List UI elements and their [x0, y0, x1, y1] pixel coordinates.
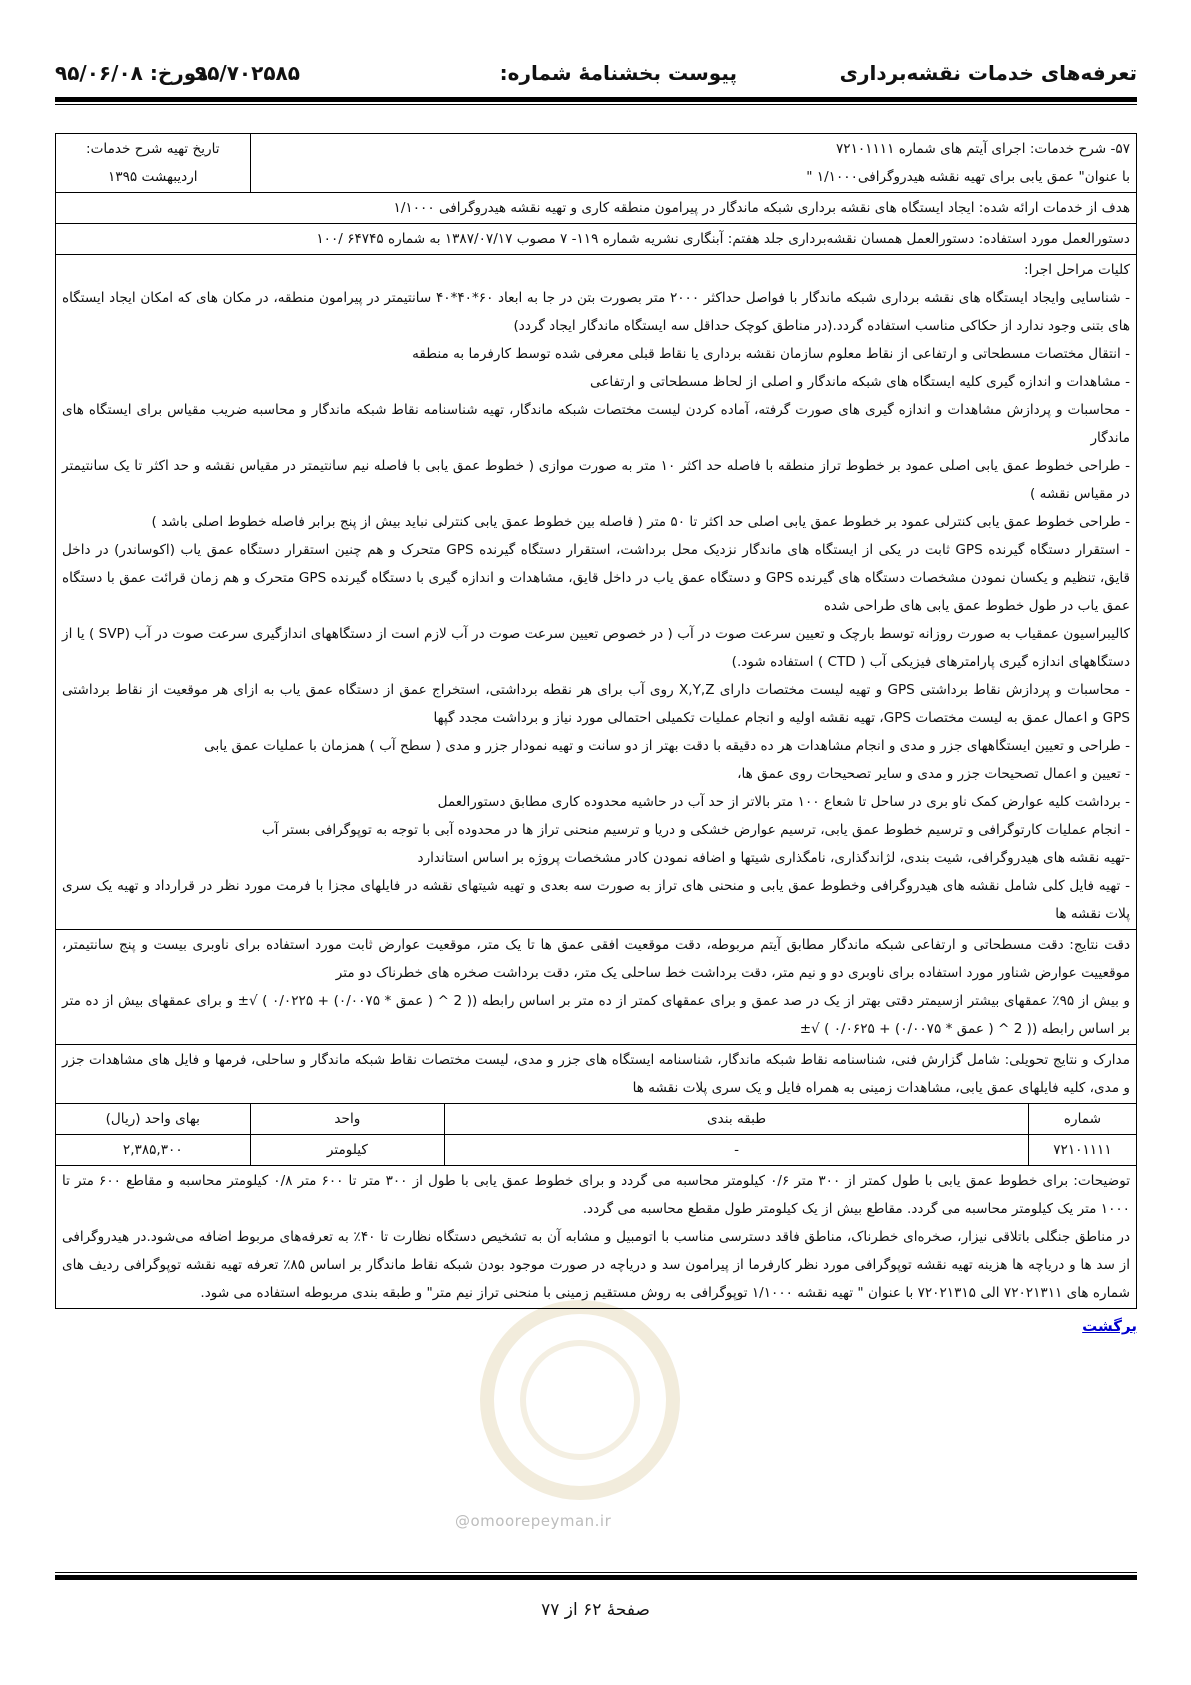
- step-item: - محاسبات و پردازش نقاط برداشتی GPS و تهیه لیست مختصات دارای X,Y,Z روی آب برای هر نقطه برداشتی، استخراج عمق از دستگاه عمق یاب به ازای هر موقعیت از نقاط برداشتی GPS و اعمال عمق به لیست مختصات GPS، تهیه نقشه اولیه و انجام عملیات تکمیلی احتمالی مورد نیاز و برداشت مجدد گپها: [62, 682, 1130, 726]
- item-classification: -: [445, 1135, 1029, 1166]
- instruction-used: دستورالعمل مورد استفاده: دستورالعمل همسان نقشه‌برداری جلد هفتم: آبنگاری نشریه شماره ۱۱۹- ۷ مصوب ۱۳۸۷/۰۷/۱۷ به شماره ۶۴۷۴۵ /۱۰۰: [56, 224, 1137, 255]
- step-item: - طراحی و تعیین ایستگاههای جزر و مدی و انجام مشاهدات هر ده دقیقه با دقت بهتر از دو سانت و تهیه نمودار جزر و مدی ( سطح آب ) همزمان با عملیات عمق یابی: [204, 738, 1130, 754]
- step-item: - شناسایی وایجاد ایستگاه های نقشه برداری شبکه ماندگار با فواصل حداکثر ۲۰۰۰ متر بصورت بتن در جا به ابعاد ۶۰*۴۰*۴۰ سانتیمتر در پیرامون منطقه، در مکان های که امکان ایجاد ایستگاه های بتنی وجود ندارد از حکاکی مناسب استفاده گردد.(در مناطق کوچک حداقل سه ایستگاه ماندگار ایجاد گردد): [62, 290, 1130, 334]
- header-unit-price: بهای واحد (ریال): [56, 1104, 251, 1135]
- item-unit: کیلومتر: [250, 1135, 445, 1166]
- footer-rules: [55, 1572, 1137, 1580]
- footer-rule-thin: [55, 1572, 1137, 1573]
- header-number: شماره: [1028, 1104, 1136, 1135]
- description-line-1: ۵۷- شرح خدمات: اجرای آیتم های شماره ۷۲۱۰۱۱۱۱: [835, 141, 1130, 157]
- service-date-cell: [56, 134, 251, 193]
- header-classification: طبقه بندی: [445, 1104, 1029, 1135]
- service-date-value: اردیبهشت ۱۳۹۵: [108, 169, 198, 185]
- footer-rule-thick: [55, 1575, 1137, 1580]
- step-item: - انجام عملیات کارتوگرافی و ترسیم خطوط عمق یابی، ترسیم عوارض خشکی و دریا و ترسیم منحنی تراز ها در محدوده آبی با توجه به توپوگرافی بستر آب: [261, 822, 1130, 838]
- step-item: - انتقال مختصات مسطحاتی و ارتفاعی از نقاط معلوم سازمان نقشه برداری یا نقاط قبلی معرفی شده توسط کارفرما به منطقه: [412, 346, 1130, 362]
- step-item: - برداشت کلیه عوارض کمک ناو بری در ساحل تا شعاع ۱۰۰ متر بالاتر از حد آب در حاشیه محدوده کاری مطابق دستورالعمل: [437, 794, 1130, 810]
- accuracy-paragraph: دقت نتایج: دقت مسطحاتی و ارتفاعی شبکه ماندگار مطابق آیتم مربوطه، دقت موقعیت افقی عمق ها تا یک متر، موقعیت عوارض ثابت مورد استفاده برای ناوبری بیست و پنج سانتیمتر، موقعییت عوارض شناور مورد استفاده برای ناوبری دو و نیم متر، دقت برداشت خط ساحلی یک متر، دقت برداشت صخره های خطرناک دو متر: [62, 937, 1130, 981]
- service-goal: هدف از خدمات ارائه شده: ایجاد ایستگاه های نقشه برداری شبکه ماندگار در پیرامون منطقه کاری و تهیه نقشه هیدروگرافی ۱/۱۰۰۰: [56, 193, 1137, 224]
- step-item: - طراحی خطوط عمق یابی کنترلی عمود بر خطوط عمق یابی اصلی حد اکثر تا ۵۰ متر ( فاصله بین خطوط عمق یابی کنترلی نباید بیش از پنج برابر فاصله خطوط اصلی باشد ): [151, 514, 1130, 530]
- step-item: - طراحی خطوط عمق یابی اصلی عمود بر خطوط تراز منطقه با فاصله حد اکثر ۱۰ متر به صورت موازی ( خطوط عمق یابی با فاصله نیم سانتیمتر در مقیاس نقشه و حد اکثر تا یک سانتیمتر در مقیاس نقشه ): [62, 458, 1130, 502]
- service-description: [250, 134, 1136, 193]
- seal-watermark-inner: [520, 1340, 640, 1460]
- deliverables: مدارک و نتایج تحویلی: شامل گزارش فنی، شناسنامه نقاط شبکه ماندگار، شناسنامه ایستگاه های جزر و مدی، لیست مختصات نقاط شبکه ماندگار و ساحلی، فرمها و فایل های مشاهدات جزر و مدی، کلیه فایلهای عمق یابی، مشاهدات زمینی به همراه فایل و یک سری پلات نقشه ها: [56, 1045, 1137, 1104]
- step-item: - استقرار دستگاه گیرنده GPS ثابت در یکی از ایستگاه های ماندگار نزدیک محل برداشت، استقرار دستگاه گیرنده GPS متحرک و هم چنین استقرار دستگاه عمق یاب (اکوساندر) در داخل قایق، تنظیم و یکسان نمودن مشخصات دستگاه های گیرنده GPS و دستگاه عمق یاب در داخل قایق، مشاهدات و اندازه گیری با دستگاه گیرنده GPS متحرک و هم زمان قرائت عمق با دستگاه عمق یاب در طول خطوط عمق یابی های طراحی شده: [62, 542, 1130, 614]
- header-rule-thick: [55, 97, 1137, 102]
- step-item: - تعیین و اعمال تصحیحات جزر و مدی و سایر تصحیحات روی عمق ها،: [737, 766, 1130, 782]
- service-table: [55, 133, 1137, 1309]
- document-page: [55, 55, 1137, 1335]
- page-header: [55, 55, 1137, 97]
- step-item: - محاسبات و پردازش مشاهدات و اندازه گیری های صورت گرفته، آماده کردن لیست مختصات شبکه ماندگار، تهیه شناسنامه نقاط شبکه ماندگار و محاسبه ضریب مقیاس برای ایستگاه های ماندگار: [62, 402, 1130, 446]
- item-unit-price: ۲,۳۸۵,۳۰۰: [56, 1135, 251, 1166]
- note-paragraph: در مناطق جنگلی باتلاقی نیزار، صخره‌ای خطرناک، مناطق فاقد دسترسی مناسب با اتومبیل و مشابه آن به تشخیص دستگاه نظارت تا ۴۰٪ به تعرفه‌های مربوط اضافه می‌شود.در هیدروگرافی از سد ها و دریاچه ها هزینه تهیه نقشه توپوگرافی مورد نظر کارفرما از پیرامون سد و دریاچه در صورت موجود بودن شبکه نقاط ماندگار بر اساس ۸۵٪ تعرفه تهیه نقشه توپوگرافی ردیف های شماره های ۷۲۰۲۱۳۱۱ الی ۷۲۰۲۱۳۱۵ با عنوان " تهیه نقشه ۱/۱۰۰۰ توپوگرافی به روش مستقیم زمینی با منحنی تراز نیم متر" و طبقه بندی مربوطه استفاده می شود.: [62, 1229, 1131, 1301]
- header-rule-thin: [55, 104, 1137, 105]
- header-date: مورخ: ۹۵/۰۶/۰۸: [55, 61, 209, 85]
- accuracy-formula: و بیش از ۹۵٪ عمقهای بیشتر ازسیمتر دقتی بهتر از یک در صد عمق و برای عمقهای کمتر از ده متر بر اساس رابطه (( 2 ^ ( عمق * ۰/۰۰۷۵) + ۰/۰۲۲۵ ) √± و برای عمقهای بیش از ده متر بر اساس رابطه (( 2 ^ ( عمق * ۰/۰۰۷۵) + ۰/۰۶۲۵ ) √±: [62, 993, 1130, 1037]
- step-item: - مشاهدات و اندازه گیری کلیه ایستگاه های شبکه ماندگار و اصلی از لحاظ مسطحاتی و ارتفاعی: [589, 374, 1130, 390]
- watermark-text: @omoorepeyman.ir: [455, 1512, 612, 1530]
- step-item: -تهیه نقشه های هیدروگرافی، شیت بندی، لژاندگذاری، نامگذاری شیتها و اضافه نمودن کادر مشخصات پروژه بر اساس استاندارد: [417, 850, 1130, 866]
- item-number: ۷۲۱۰۱۱۱۱: [1028, 1135, 1136, 1166]
- header-title: تعرفه‌های خدمات نقشه‌برداری: [839, 61, 1137, 85]
- execution-steps: [56, 255, 1137, 930]
- steps-title: کلیات مراحل اجرا:: [1024, 262, 1130, 278]
- service-date-label: تاریخ تهیه شرح خدمات:: [86, 141, 220, 157]
- header-unit: واحد: [250, 1104, 445, 1135]
- step-item: - تهیه فایل کلی شامل نقشه های هیدروگرافی وخطوط عمق یابی و منحنی های تراز به صورت سه بعدی و تهیه شیتهای نقشه در فایلهای مجزا با فرمت مورد نظر در قرارداد و تهیه یک سری پلات نقشه ها: [62, 878, 1130, 922]
- notes: [56, 1166, 1137, 1309]
- back-link[interactable]: برگشت: [1082, 1317, 1137, 1335]
- header-attachment: پیوست بخشنامهٔ شماره:: [499, 61, 737, 85]
- note-paragraph: توضیحات: برای خطوط عمق یابی با طول کمتر از ۳۰۰ متر ۰/۶ کیلومتر محاسبه می گردد و برای خطوط عمق یابی با طول از ۳۰۰ متر تا ۶۰۰ متر ۰/۸ کیلومتر محاسبه و مقاطع ۶۰۰ متر تا ۱۰۰۰ متر یک کیلومتر محاسبه می گردد. مقاطع بیش از یک کیلومتر طول مقطع محاسبه می گردد.: [62, 1173, 1131, 1217]
- price-header-row: [56, 1104, 1137, 1135]
- step-item: کالیبراسیون عمقیاب به صورت روزانه توسط بارچک و تعیین سرعت صوت در آب ( در خصوص تعیین سرعت صوت در آب لازم است از دستگاههای اندازگیری سرعت صوت در آب (SVP ) یا از دستگاههای اندازه گیری پارامترهای فیزیکی آب ( CTD ) استفاده شود.): [62, 626, 1130, 670]
- description-line-2: با عنوان" عمق یابی برای تهیه نقشه هیدروگرافی۱/۱۰۰۰ ": [806, 169, 1130, 185]
- accuracy-results: [56, 930, 1137, 1045]
- header-number: ۹۵/۷۰۲۵۸۵: [195, 61, 300, 85]
- page-number: صفحهٔ ۶۲ از ۷۷: [541, 1600, 650, 1620]
- price-data-row: [56, 1135, 1137, 1166]
